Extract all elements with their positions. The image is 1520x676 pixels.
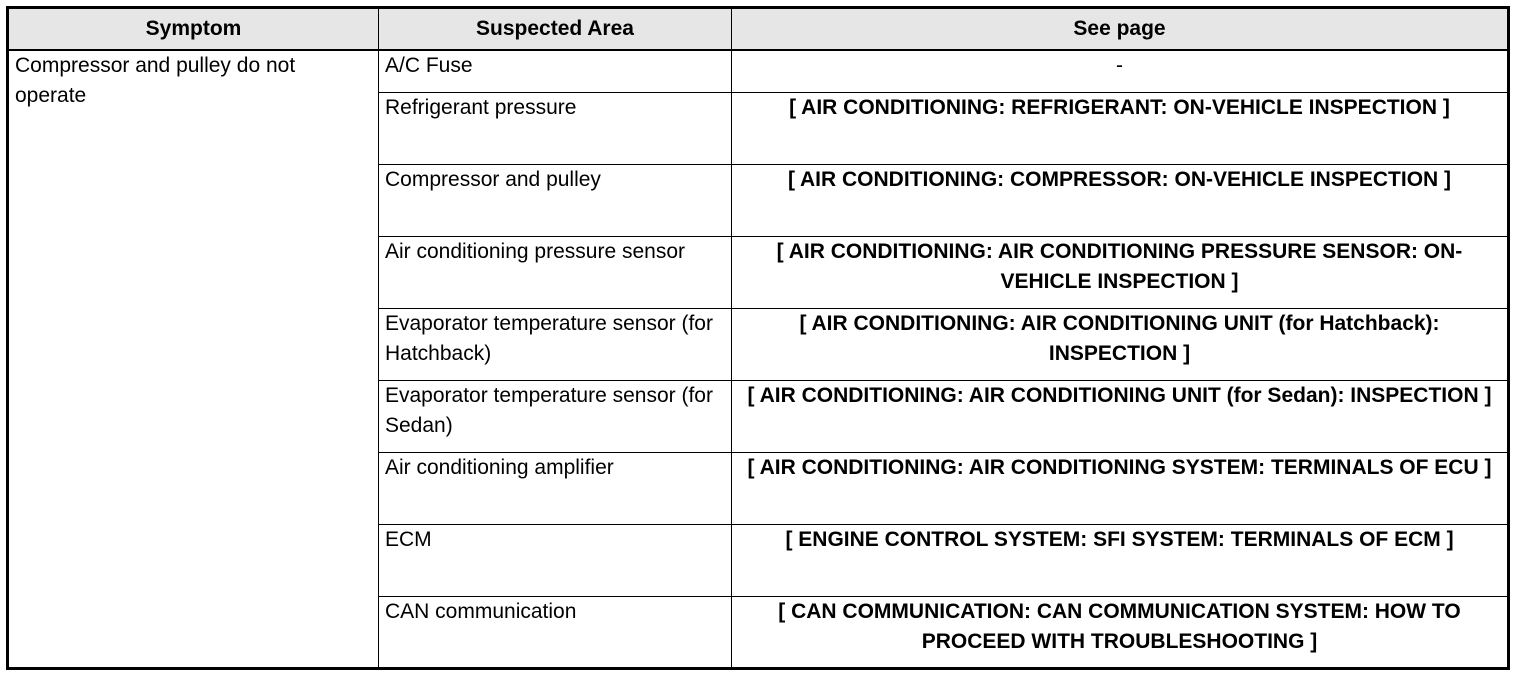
see-page-link[interactable]: [ AIR CONDITIONING: REFRIGERANT: ON-VEHICLE INSPECTION ] xyxy=(732,92,1509,164)
header-symptom: Symptom xyxy=(8,8,379,51)
see-page-cell: - xyxy=(732,50,1509,92)
suspected-area-cell: A/C Fuse xyxy=(379,50,732,92)
suspected-area-cell: Compressor and pulley xyxy=(379,164,732,236)
suspected-area-cell: Evaporator temperature sensor (for Hatchback) xyxy=(379,308,732,380)
suspected-area-cell: CAN communication xyxy=(379,596,732,668)
see-page-link[interactable]: [ AIR CONDITIONING: COMPRESSOR: ON-VEHICLE INSPECTION ] xyxy=(732,164,1509,236)
header-see-page: See page xyxy=(732,8,1509,51)
see-page-link[interactable]: [ AIR CONDITIONING: AIR CONDITIONING SYSTEM: TERMINALS OF ECU ] xyxy=(732,452,1509,524)
see-page-link[interactable]: [ AIR CONDITIONING: AIR CONDITIONING PRESSURE SENSOR: ON-VEHICLE INSPECTION ] xyxy=(732,236,1509,308)
see-page-link[interactable]: [ ENGINE CONTROL SYSTEM: SFI SYSTEM: TERMINALS OF ECM ] xyxy=(732,524,1509,596)
see-page-link[interactable]: [ AIR CONDITIONING: AIR CONDITIONING UNIT (for Sedan): INSPECTION ] xyxy=(732,380,1509,452)
suspected-area-cell: Air conditioning pressure sensor xyxy=(379,236,732,308)
suspected-area-cell: ECM xyxy=(379,524,732,596)
header-suspected-area: Suspected Area xyxy=(379,8,732,51)
suspected-area-cell: Evaporator temperature sensor (for Sedan) xyxy=(379,380,732,452)
symptom-cell: Compressor and pulley do not operate xyxy=(8,50,379,669)
suspected-area-cell: Refrigerant pressure xyxy=(379,92,732,164)
header-row xyxy=(8,8,1509,51)
suspected-area-cell: Air conditioning amplifier xyxy=(379,452,732,524)
troubleshooting-table xyxy=(6,6,1510,670)
table-row xyxy=(8,50,1509,92)
see-page-link[interactable]: [ AIR CONDITIONING: AIR CONDITIONING UNIT (for Hatchback): INSPECTION ] xyxy=(732,308,1509,380)
see-page-link[interactable]: [ CAN COMMUNICATION: CAN COMMUNICATION SYSTEM: HOW TO PROCEED WITH TROUBLESHOOTING ] xyxy=(732,596,1509,668)
